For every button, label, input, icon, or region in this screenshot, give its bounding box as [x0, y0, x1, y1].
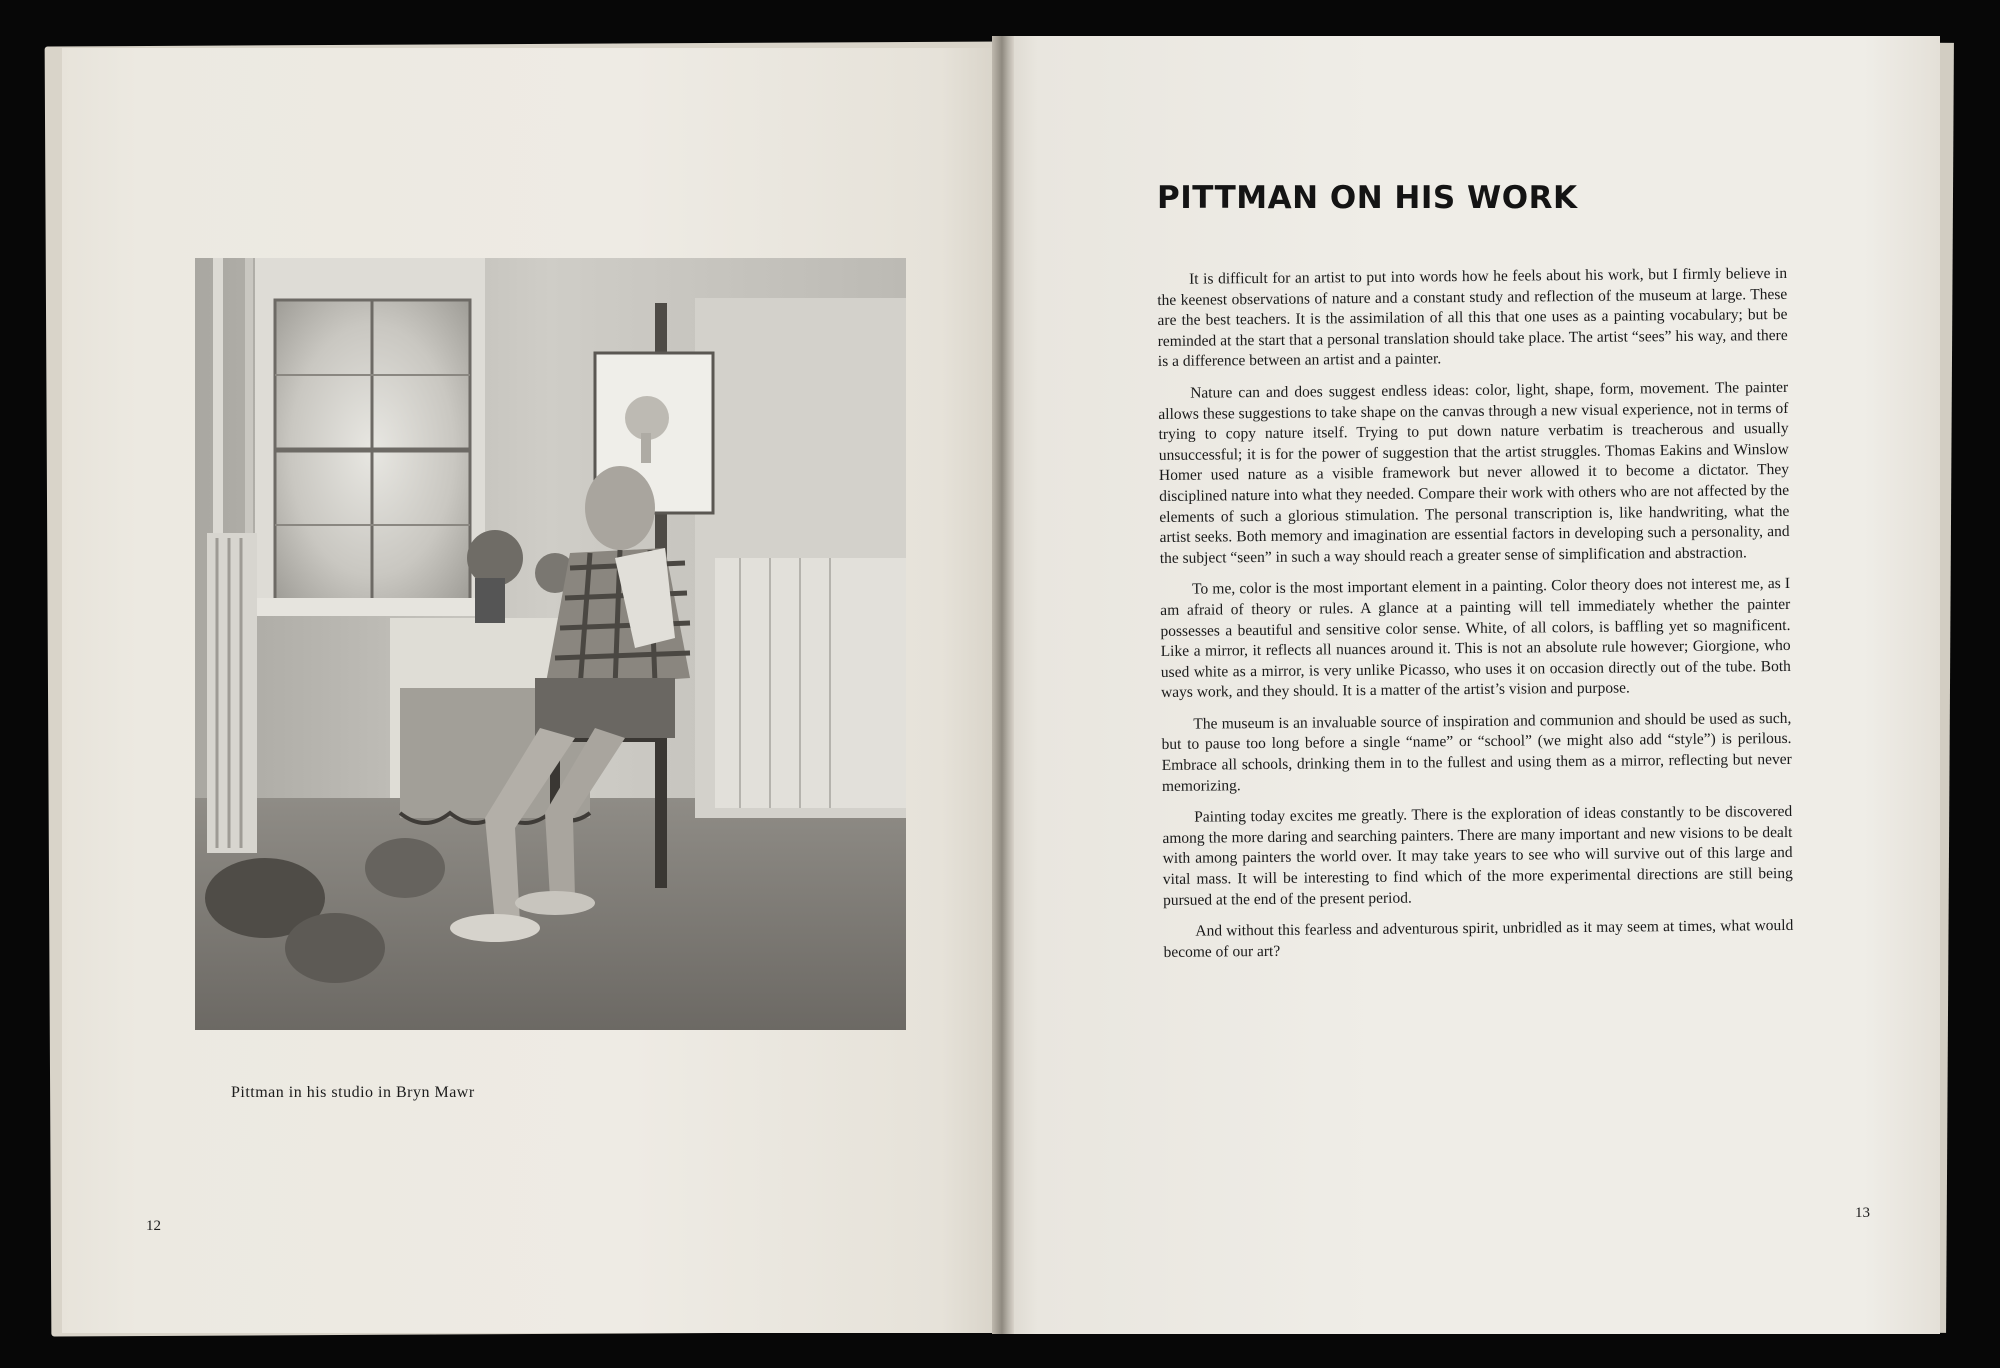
studio-photo-illustration	[195, 258, 906, 1030]
paragraph-3: To me, color is the most important element in a painting. Color theory does not interest me, as I am afraid of theory or rules. A glance at a painting will tell immediately whether the painter possesses a beautiful and sensitive color sense. White, of all colors, is baffling yet so magnificent. Like a mirror, it reflects all nuances around it. This is not an absolute rule however; Giorgione, who used white as a mirror, is very unlike Picasso, who uses it on occasion directly out of the tube. Both ways work, and they should. It is a matter of the artist’s vision and purpose.	[1160, 575, 1791, 702]
paragraph-1: It is difficult for an artist to put into words how he feels about his work, but I firmly believe in the keenest observations of nature and a constant study and reflection of the museum at large. These are the best teachers. It is the assimilation of all this that one uses as a painting vocabulary; but be reminded at the start that a personal translation should take place. The artist “sees” his way, and there is a difference between an artist and a painter.	[1157, 264, 1788, 371]
book-gutter	[992, 36, 1014, 1334]
article-body	[1157, 264, 1794, 974]
studio-photograph	[195, 258, 906, 1030]
article-title: PITTMAN ON HIS WORK	[1157, 180, 1578, 216]
photo-caption: Pittman in his studio in Bryn Mawr	[231, 1084, 475, 1101]
page-number-right: 13	[1855, 1205, 1870, 1221]
page-number-left: 12	[146, 1218, 161, 1234]
paragraph-2: Nature can and does suggest endless ideas: color, light, shape, form, movement. The painter allows these suggestions to take shape on the canvas through a new visual experience, not in terms of trying to copy nature itself. Trying to put down nature verbatim is treacherous and usually unsuccessful; it is for the power of suggestion that the artist struggles. Thomas Eakins and Winslow Homer used nature as a visible framework but never allowed it to become a dictator. They disciplined nature into what they needed. Compare their work with others who are not affected by the elements of such a glorious stimulation. The personal transcription is, like handwriting, what the artist seeks. Both memory and imagination are essential factors in developing such a personality, and the subject “seen” in such a way should reach a greater sense of simplification and abstraction.	[1158, 378, 1790, 567]
paragraph-6: And without this fearless and adventurous spirit, unbridled as it may seem at times, what would become of our art?	[1163, 917, 1794, 961]
paragraph-5: Painting today excites me greatly. There is the exploration of ideas constantly to be discovered among the more daring and searching painters. There are many important and new visions to be dealt with among painters the world over. It may take years to see who will survive out of this large and vital mass. It will be interesting to find which of the more experimental directions are still being pursued at the end of the present period.	[1162, 803, 1793, 909]
paragraph-4: The museum is an invaluable source of inspiration and communion and should be used as such, but to pause too long before a single “name” or “school” (we might also add “style”) is perilous. Embrace all schools, drinking them in to the fullest and using them as a mirror, reflecting but never memorizing.	[1161, 709, 1792, 795]
